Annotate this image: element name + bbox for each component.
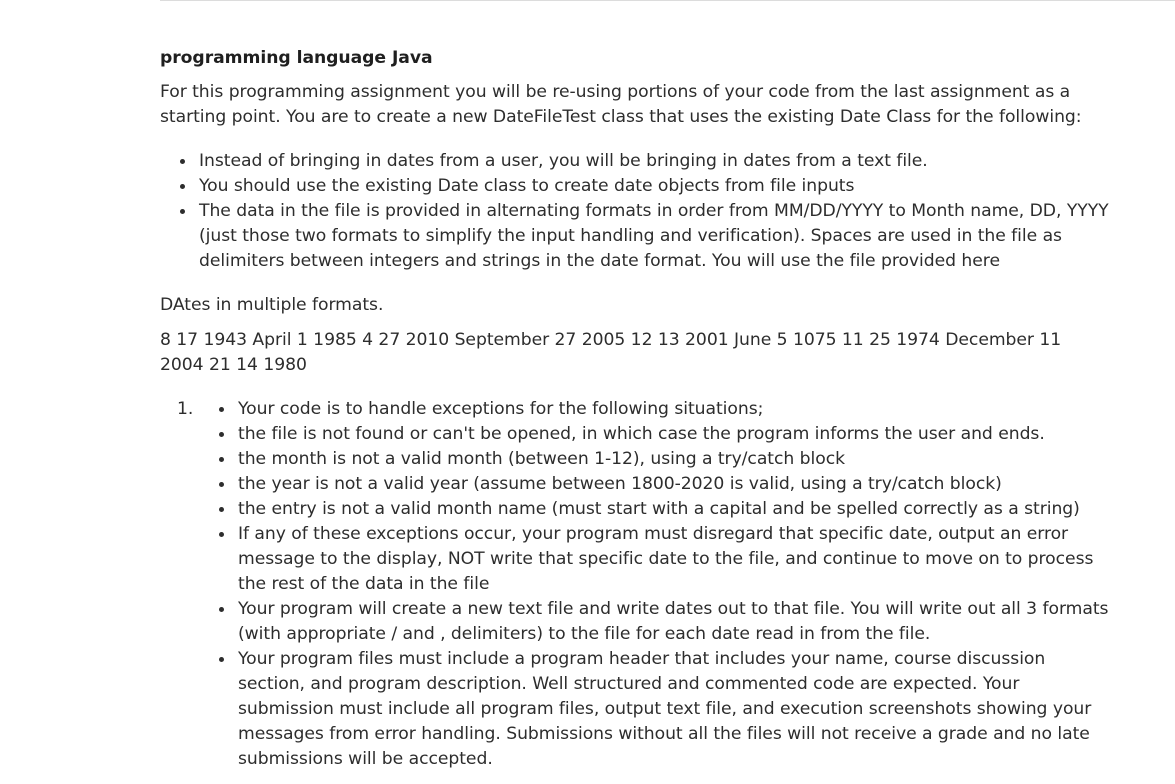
list-item: the year is not a valid year (assume between 1800-2020 is valid, using a try/catch block) xyxy=(238,472,1110,497)
dates-values: 8 17 1943 April 1 1985 4 27 2010 September 27 2005 12 13 2001 June 5 1075 11 25 1974 December 11 2004 21 14 1980 xyxy=(160,330,1062,375)
list-item: the file is not found or can't be opened, in which case the program informs the user and ends. xyxy=(238,422,1110,447)
numbered-list-item xyxy=(160,397,1110,772)
list-item: the month is not a valid month (between 1-12), using a try/catch block xyxy=(238,447,1110,472)
list-item: Your program will create a new text file and write dates out to that file. You will write out all 3 formats (with appropriate / and , delimiters) to the file for each date read in from the file. xyxy=(238,597,1110,647)
dates-heading: DAtes in multiple formats. xyxy=(160,295,384,315)
document-title: programming language Java xyxy=(160,48,433,68)
list-number: 1. xyxy=(177,399,194,419)
exception-requirements-list xyxy=(238,397,1110,772)
top-divider xyxy=(160,0,1175,1)
list-item: Instead of bringing in dates from a user, you will be bringing in dates from a text file. xyxy=(199,149,1110,174)
list-item: the entry is not a valid month name (must start with a capital and be spelled correctly as a string) xyxy=(238,497,1110,522)
list-item: Your program files must include a program header that includes your name, course discussion section, and program description. Well structured and commented code are expected. Your submission must include all program files, output text file, and execution screenshots showing your messages from error handling. Submissions without all the files will not receive a grade and no late submissions will be accepted. xyxy=(238,647,1110,772)
numbered-requirements-list xyxy=(160,397,1110,772)
assignment-content xyxy=(160,44,1110,772)
input-requirements-list xyxy=(160,149,1110,274)
list-item: You should use the existing Date class to create date objects from file inputs xyxy=(199,174,1110,199)
intro-paragraph: For this programming assignment you will be re-using portions of your code from the last assignment as a starting point. You are to create a new DateFileTest class that uses the existing Date Class for the following: xyxy=(160,82,1082,127)
list-item: If any of these exceptions occur, your program must disregard that specific date, output an error message to the display, NOT write that specific date to the file, and continue to move on to process the rest of the data in the file xyxy=(238,522,1110,597)
list-item: Your code is to handle exceptions for the following situations; xyxy=(238,397,1110,422)
list-item: The data in the file is provided in alternating formats in order from MM/DD/YYYY to Month name, DD, YYYY (just those two formats to simplify the input handling and verification). Spaces are used in the file as delimiters between integers and strings in the date format. You will use the file provided here xyxy=(199,199,1110,274)
